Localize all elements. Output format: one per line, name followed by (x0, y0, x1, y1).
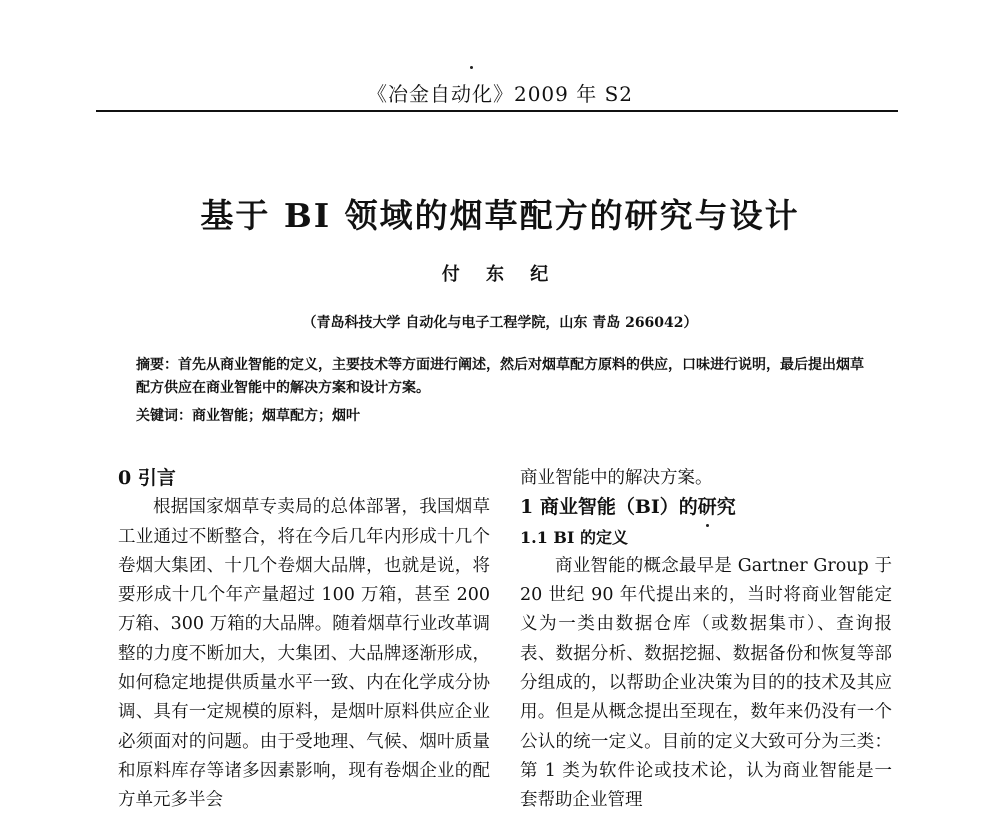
journal-header: 《冶金自动化》2009 年 S2 (366, 82, 634, 106)
subsection-heading: 1.1 BI 的定义 (520, 527, 628, 547)
definition-paragraph: 商业智能的概念最早是 Gartner Group 于 20 世纪 90 年代提出来的，当时将商业智能定义为一类由数据仓库（或数据集市）、查询报表、数据分析、数据挖掘、数据备份和恢复等部分组成的，以帮助企业决策为目的的技术及其应用。但是从概念提出至现在，数年来仍没有一个公认的统一定义。目前的定义大致可分为三类：第 1 类为软件论或技术论，认为商业智能是一套帮助企业管理 (520, 555, 892, 811)
header-rule (96, 110, 898, 112)
section-heading: 1 商业智能（BI）的研究 (520, 496, 736, 519)
keywords-label: 关键词： (136, 408, 192, 424)
abstract-text: 首先从商业智能的定义，主要技术等方面进行阐述，然后对烟草配方原料的供应，口味进行说明，最后提出烟草配方供应在商业智能中的解决方案和设计方案。 (136, 357, 864, 396)
paper-title: 基于 BI 领域的烟草配方的研究与设计 (200, 196, 800, 235)
abstract (136, 354, 866, 400)
author: 付 东 纪 (441, 264, 559, 285)
right-column (520, 464, 892, 816)
left-column (118, 464, 490, 816)
abstract-label: 摘要： (136, 357, 178, 373)
scan-speck (470, 66, 473, 69)
affiliation: （青岛科技大学 自动化与电子工程学院，山东 青岛 266042） (302, 315, 698, 331)
keywords-text: 商业智能；烟草配方；烟叶 (192, 408, 360, 424)
continuation-line: 商业智能中的解决方案。 (520, 468, 713, 488)
intro-heading: 0 引言 (118, 467, 176, 489)
intro-paragraph: 根据国家烟草专卖局的总体部署，我国烟草工业通过不断整合，将在今后几年内形成十几个卷烟大集团、十几个卷烟大品牌，也就是说，将要形成十几个年产量超过 100 万箱，甚至 200 万箱、300 万箱的大品牌。随着烟草行业改革调整的力度不断加大，大集团、大品牌逐渐形成，如何稳定地提供质量水平一致、内在化学成分协调、具有一定规模的原料，是烟叶原料供应企业必须面对的问题。由于受地理、气候、烟叶质量和原料库存等诸多因素影响，现有卷烟企业的配方单元多半会 (118, 497, 490, 811)
keywords (136, 405, 866, 425)
